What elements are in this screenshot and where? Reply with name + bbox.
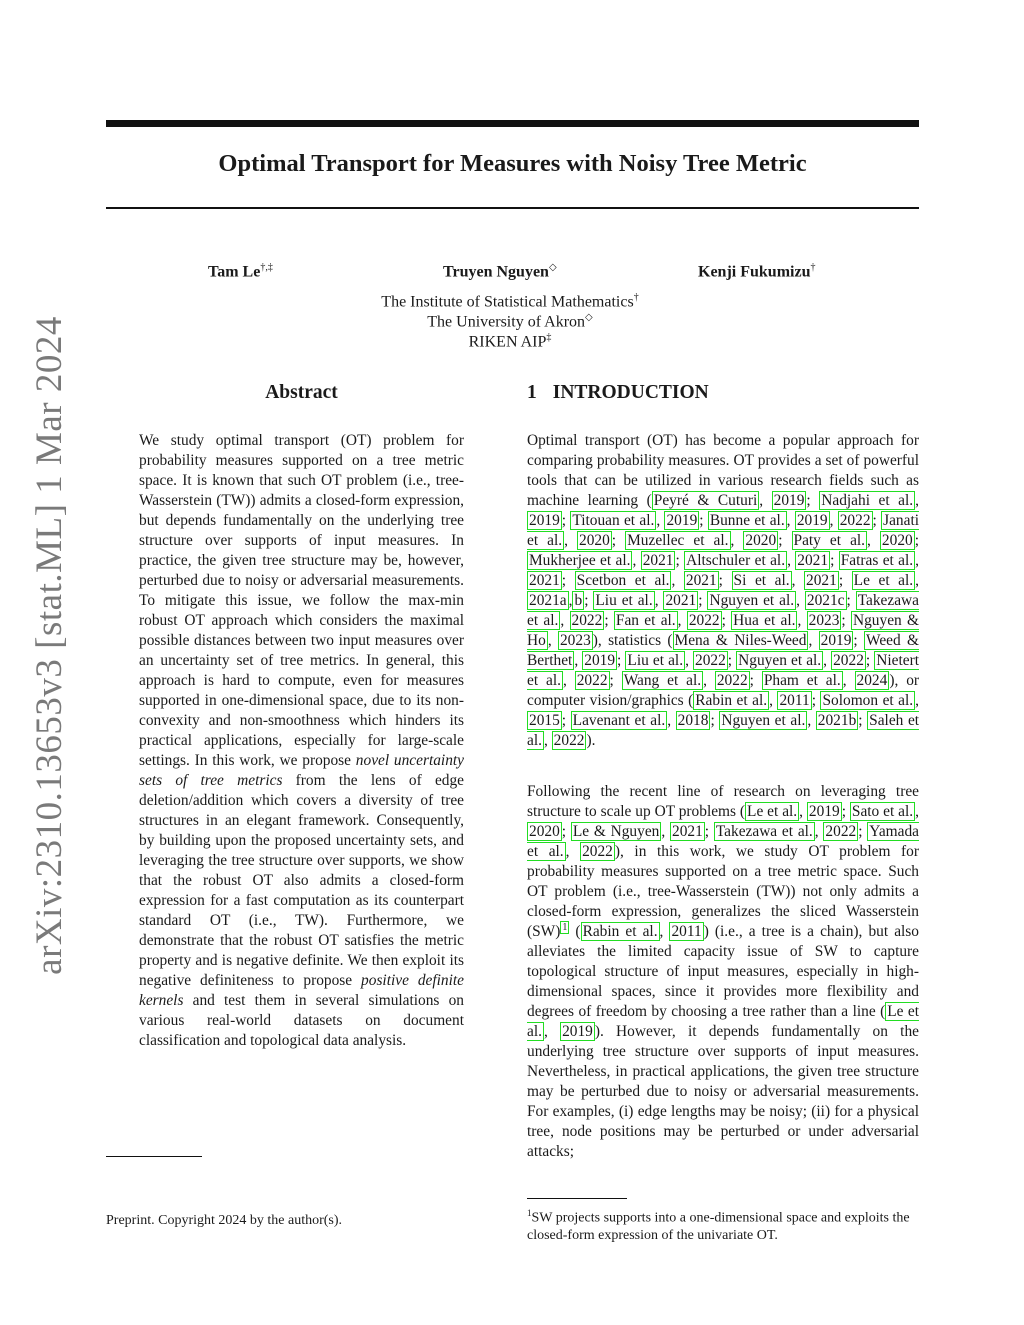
citation-link[interactable]: 2019 xyxy=(808,803,840,820)
citation-link[interactable]: Le et al. xyxy=(527,1003,919,1040)
citation-link[interactable]: Mena & Niles-Weed xyxy=(674,632,807,649)
citation-link[interactable]: Lavenant et al. xyxy=(572,712,666,729)
arxiv-side-label xyxy=(19,315,79,975)
abstract-text: We study optimal transport (OT) problem for probability measures supported on a tree metric space. It is known that such OT problem (i.e., tree-Wasserstein (TW)) admits a closed-form expression, but depends fundamentally on the underlying tree structure over supports of input measures. In practice, the given tree structure may be, however, perturbed due to noisy or adversarial measurements. To mitigate this issue, we follow the max-min robust OT approach which considers the maximal possible distances between two input measures over an uncertainty set of tree metrics. In general, this approach is hard to compute, even for measures supported in one-dimensional space, due to its non-convexity and non-smoothness which hinders its practical applications, especially for large-scale settings. In this work, we propose xyxy=(139,432,464,769)
body-text: , xyxy=(574,652,583,669)
citation-link[interactable]: Altschuler et al. xyxy=(686,552,786,569)
citation-link[interactable]: Saleh et al. xyxy=(527,712,920,749)
citation-link[interactable]: Pham et al. xyxy=(763,672,841,689)
citation-link[interactable]: Nadjahi et al. xyxy=(821,492,914,509)
citation-link[interactable]: 2021a xyxy=(529,592,567,609)
citation-link[interactable]: 2022 xyxy=(716,672,748,689)
body-text: ) (i.e., a tree is a chain), but also alleviates the limited capacity issue of SW to capture topological structure of input measures, especially in high-dimensional spaces, since it provides more flexibility and degrees of freedom by choosing a tree rather than a line ( xyxy=(527,923,919,1020)
citation-link[interactable]: Sato et al. xyxy=(851,803,914,820)
body-text: Following the recent line of research on leveraging tree structure to scale up OT problems ( xyxy=(527,783,919,820)
body-text: , xyxy=(814,823,824,840)
author-1 xyxy=(208,262,273,281)
citation-link[interactable]: 2022 xyxy=(688,612,720,629)
body-text: ), or computer vision/graphics ( xyxy=(527,672,920,709)
body-text: ; xyxy=(561,572,575,589)
body-text: ; xyxy=(561,512,571,529)
citation-link[interactable]: Titouan et al. xyxy=(572,512,655,529)
body-text: ; xyxy=(838,572,852,589)
body-text: ; xyxy=(858,823,868,840)
body-text: , xyxy=(915,552,919,569)
citation-link[interactable]: Wang et al. xyxy=(623,672,702,689)
citation-link[interactable]: 2022 xyxy=(576,672,608,689)
citation-link[interactable]: 2019 xyxy=(820,632,852,649)
citation-link[interactable]: b xyxy=(574,592,583,609)
body-text: , xyxy=(797,612,807,629)
body-text: , xyxy=(543,732,552,749)
citation-link[interactable]: 2019 xyxy=(773,492,805,509)
body-text: ; xyxy=(609,672,622,689)
citation-link[interactable]: 2022 xyxy=(833,652,864,669)
citation-link[interactable]: 2021 xyxy=(642,552,674,569)
body-text: , xyxy=(547,632,558,649)
footnote-text: SW projects supports into a one-dimensional space and exploits the closed-form expression of the univariate OT. xyxy=(527,1210,910,1243)
body-text: ; xyxy=(604,612,614,629)
citation-link[interactable]: Hua et al. xyxy=(733,612,796,629)
footnote-1 xyxy=(527,1205,919,1244)
citation-link[interactable]: Nietert et al. xyxy=(527,652,919,689)
body-text: , xyxy=(703,672,715,689)
body-text: ; xyxy=(611,532,626,549)
citation-link[interactable]: 2024 xyxy=(856,672,888,689)
citation-link[interactable]: 2020 xyxy=(881,532,913,549)
citation-link[interactable]: 2023 xyxy=(808,612,840,629)
author-3 xyxy=(698,262,815,281)
citation-link[interactable]: 2021 xyxy=(665,592,697,609)
body-text: , xyxy=(791,572,805,589)
body-text: ). xyxy=(586,732,596,749)
body-text: ; xyxy=(841,612,851,629)
body-text: , xyxy=(915,572,919,589)
copyright-notice: Preprint. Copyright 2024 by the author(s). xyxy=(106,1213,343,1228)
footnote-rule-right xyxy=(527,1198,627,1199)
affiliation-name: RIKEN AIP xyxy=(468,333,547,351)
section-heading-introduction xyxy=(527,382,709,404)
body-text: , xyxy=(807,712,816,729)
citation-link[interactable]: 2022 xyxy=(825,823,857,840)
citation-link[interactable]: 2023 xyxy=(559,632,591,649)
body-text: , xyxy=(565,843,581,860)
citation-link[interactable]: 2019 xyxy=(796,512,828,529)
body-text: ; xyxy=(584,592,594,609)
citation-link[interactable]: 2011 xyxy=(671,923,702,940)
intro-paragraph-1 xyxy=(527,431,919,751)
body-text: , xyxy=(829,512,838,529)
citation-link[interactable]: 2021 xyxy=(685,572,717,589)
citation-link[interactable]: 2022 xyxy=(553,732,585,749)
body-text: , xyxy=(654,592,664,609)
body-text: ; xyxy=(727,652,737,669)
body-text: , xyxy=(823,652,832,669)
citation-link[interactable]: 2021 xyxy=(529,572,560,589)
body-text: , xyxy=(796,592,805,609)
body-text: , xyxy=(560,612,570,629)
author-name: Kenji Fukumizu xyxy=(698,263,811,281)
affiliation-mark: ‡ xyxy=(546,332,552,343)
body-text: , xyxy=(656,512,665,529)
body-text: ( xyxy=(569,923,581,940)
citation-link[interactable]: Weed & Berthet xyxy=(527,632,919,669)
body-text: Optimal transport (OT) has become a popular approach for comparing probability measures. OT provides a set of powerful tools that can be utilized in various research fields such as machine learning ( xyxy=(527,432,919,509)
body-text: ; xyxy=(811,692,821,709)
body-text: , xyxy=(659,923,670,940)
citation-link[interactable]: Fatras et al. xyxy=(840,552,914,569)
author-marks: ◇ xyxy=(548,262,557,273)
title-bottom-rule xyxy=(106,207,919,209)
author-2 xyxy=(443,262,557,281)
body-text: ; xyxy=(841,803,850,820)
citation-link[interactable]: Takezawa et al. xyxy=(527,592,919,629)
citation-link[interactable]: 2019 xyxy=(562,1023,593,1040)
paper-title: Optimal Transport for Measures with Noisy Tree Metric xyxy=(218,150,807,177)
citation-link[interactable]: 2020 xyxy=(745,532,777,549)
author-name: Truyen Nguyen xyxy=(443,263,549,281)
body-text: , xyxy=(677,612,687,629)
body-text: ; xyxy=(561,712,571,729)
citation-link[interactable]: 2020 xyxy=(579,532,610,549)
abstract-emphasis: novel uncertainty sets of tree metrics xyxy=(139,752,465,789)
author-name: Tam Le xyxy=(208,263,261,281)
citation-link[interactable]: Solomon et al. xyxy=(822,692,914,709)
citation-link[interactable]: Yamada et al. xyxy=(527,823,919,860)
body-text: , xyxy=(564,532,577,549)
intro-paragraph-2 xyxy=(527,782,919,1162)
footnote-mark: 1 xyxy=(527,1208,532,1218)
citation-link[interactable]: Nguyen et al. xyxy=(721,712,806,729)
body-text: , xyxy=(769,692,778,709)
citation-link[interactable]: Liu et al. xyxy=(595,592,653,609)
abstract-text: and test them in several simulations on various real-world datasets on document classification and topological data analysis. xyxy=(139,992,464,1049)
author-marks: † xyxy=(810,262,816,273)
affiliation-name: The University of Akron xyxy=(427,313,586,331)
body-text: ; xyxy=(617,652,626,669)
body-text: ), statistics ( xyxy=(592,632,673,649)
body-text: , xyxy=(632,552,641,569)
citation-link[interactable]: 2019 xyxy=(666,512,698,529)
body-text: , xyxy=(915,692,919,709)
body-text: ; xyxy=(778,532,792,549)
body-text: ; xyxy=(872,512,882,529)
citation-link[interactable]: Le & Nguyen xyxy=(572,823,660,840)
citation-link[interactable]: 2021 xyxy=(806,572,837,589)
body-text: , xyxy=(543,1023,561,1040)
body-text: , xyxy=(759,492,772,509)
body-text: ; xyxy=(749,672,762,689)
arxiv-identifier: arXiv:2310.13653v3 [stat.ML] 1 Mar 2024 xyxy=(28,315,70,975)
citation-link[interactable]: Bunne et al. xyxy=(709,512,785,529)
citation-link[interactable]: 2015 xyxy=(529,712,560,729)
citation-link[interactable]: Muzellec et al. xyxy=(627,532,729,549)
citation-link[interactable]: 2011 xyxy=(779,692,810,709)
citation-link[interactable]: Nguyen et al. xyxy=(738,652,822,669)
affiliation-name: The Institute of Statistical Mathematics xyxy=(381,293,634,311)
citation-link[interactable]: Nguyen & Ho xyxy=(527,612,920,649)
citation-link[interactable]: Si et al. xyxy=(733,572,790,589)
citation-link[interactable]: 2020 xyxy=(529,823,560,840)
citation-link[interactable]: Janati et al. xyxy=(527,512,919,549)
body-text: , xyxy=(568,592,573,609)
body-text: , xyxy=(685,652,694,669)
body-text: ; xyxy=(914,532,919,549)
body-text: , xyxy=(786,512,795,529)
author-marks: †,‡ xyxy=(260,262,273,273)
abstract-heading: Abstract xyxy=(265,382,338,403)
citation-link[interactable]: 2019 xyxy=(529,512,560,529)
citation-link[interactable]: 2022 xyxy=(695,652,726,669)
body-text: , xyxy=(787,552,796,569)
body-text: , xyxy=(730,532,744,549)
citation-link[interactable]: Nguyen et al. xyxy=(709,592,795,609)
affiliation-3 xyxy=(260,328,760,352)
citation-link[interactable]: Rabin et al. xyxy=(582,923,658,940)
citation-link[interactable]: Peyré & Cuturi xyxy=(653,492,758,509)
body-text: ), in this work, we study OT problem for probability measures supported on a tree metric space. Such OT problem (i.e., tree-Wasserstein (TW)) not only admits a closed-form expression, generalizes the sliced Wasserstein (SW) xyxy=(527,843,919,940)
abstract-body xyxy=(139,431,464,1051)
citation-link[interactable]: 2022 xyxy=(582,843,613,860)
abstract-text: from the lens of edge deletion/addition which covers a diversity of tree structures in an elegant framework. Consequently, by building upon the proposed uncertainty sets, and leveraging the tree structure over supports, we show that the robust OT also admits a closed-form expression for a fast computation as its counterpart standard OT (i.e., TW). Furthermore, we demonstrate that the robust OT satisfies the metric property and is negative definite. We then exploit its negative definiteness to propose xyxy=(139,772,465,989)
citation-link[interactable]: 2021 xyxy=(672,823,703,840)
body-text: ; xyxy=(698,592,708,609)
citation-link[interactable]: Paty et al. xyxy=(793,532,866,549)
body-text: ; xyxy=(710,712,720,729)
body-text: ). However, it depends fundamentally on the underlying tree structure over supports of input measures. Nevertheless, in practical applications, the given tree structure may be perturbed due to noisy or adversarial measurements. For examples, (i) edge lengths may be noisy; (ii) for a physical tree, node positions may be perturbed or under adversarial attacks; xyxy=(527,1023,919,1160)
body-text: , xyxy=(667,712,676,729)
footnote-rule-left xyxy=(106,1156,202,1157)
body-text: ; xyxy=(858,712,868,729)
citation-link[interactable]: Takezawa et al. xyxy=(715,823,813,840)
citation-link[interactable]: Scetbon et al. xyxy=(576,572,670,589)
body-text: ; xyxy=(699,512,708,529)
body-text: , xyxy=(867,532,880,549)
citation-link[interactable]: 2021c xyxy=(806,592,845,609)
body-text: , xyxy=(915,803,919,820)
citation-link[interactable]: Le et al. xyxy=(853,572,914,589)
body-text: ; xyxy=(846,592,856,609)
citation-link[interactable]: Liu et al. xyxy=(627,652,684,669)
affiliation-mark: ◇ xyxy=(585,312,593,323)
body-text: ; xyxy=(704,823,714,840)
body-text: ; xyxy=(718,572,732,589)
body-text: ; xyxy=(865,652,875,669)
body-text: , xyxy=(842,672,855,689)
body-text: , xyxy=(808,632,819,649)
citation-link[interactable]: Rabin et al. xyxy=(695,692,768,709)
body-text: , xyxy=(671,572,684,589)
section-title: INTRODUCTION xyxy=(552,382,709,403)
citation-link[interactable]: 2018 xyxy=(677,712,709,729)
citation-link[interactable]: Mukherjee et al. xyxy=(529,552,631,569)
footnote-marker[interactable]: 1 xyxy=(562,921,568,933)
citation-link[interactable]: 2019 xyxy=(584,652,616,669)
citation-link[interactable]: Fan et al. xyxy=(615,612,676,629)
citation-link[interactable]: 2021b xyxy=(817,712,857,729)
citation-link[interactable]: Le et al. xyxy=(747,803,798,820)
citation-link[interactable]: 2022 xyxy=(571,612,603,629)
body-text: , xyxy=(799,803,807,820)
title-top-rule xyxy=(106,120,919,127)
section-number: 1 xyxy=(527,382,537,403)
body-text: ; xyxy=(721,612,732,629)
body-text: , xyxy=(661,823,670,840)
affiliation-mark: † xyxy=(633,292,639,303)
body-text: , xyxy=(562,672,575,689)
abstract-emphasis: positive definite kernels xyxy=(139,972,464,1009)
body-text: ; xyxy=(806,492,820,509)
body-text: ; xyxy=(675,552,685,569)
body-text: ; xyxy=(830,552,839,569)
body-text: , xyxy=(915,492,919,509)
body-text: ; xyxy=(561,823,571,840)
citation-link[interactable]: 2022 xyxy=(839,512,871,529)
citation-link[interactable]: 2021 xyxy=(797,552,829,569)
body-text: ; xyxy=(853,632,865,649)
